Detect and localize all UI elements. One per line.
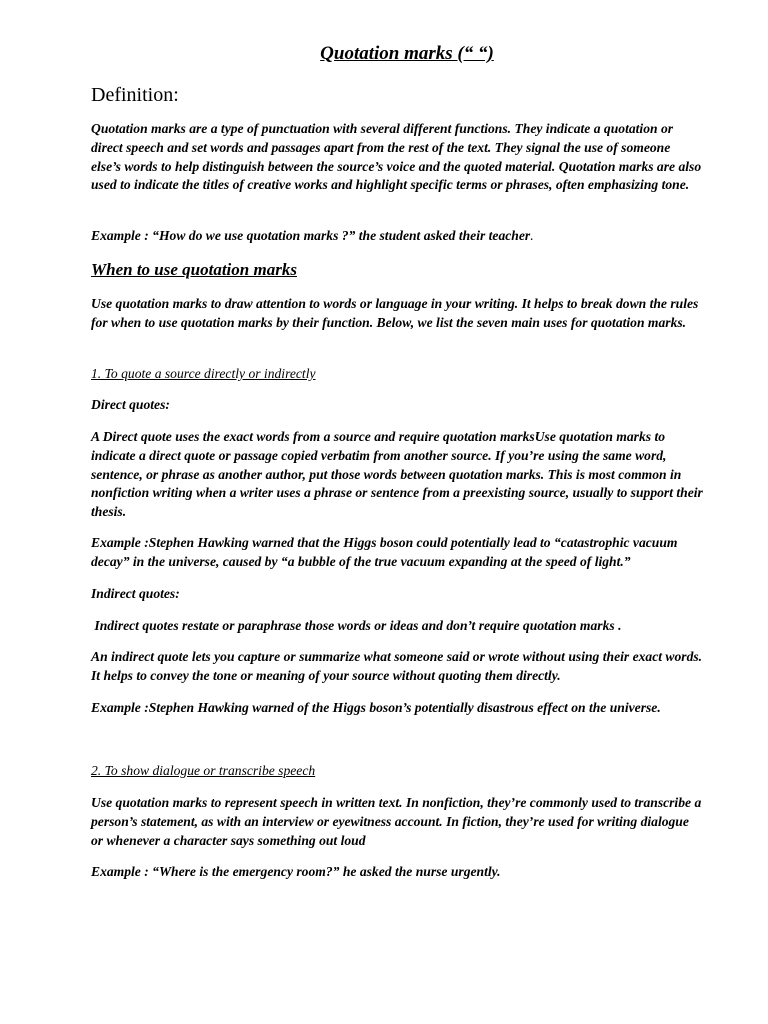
- when-to-use-paragraph: Use quotation marks to draw attention to words or language in your writing. It helps to break down the rules for when to use quotation marks by their function. Below, we list the seven main uses for quotation marks.: [91, 296, 699, 330]
- section-2-heading: 2. To show dialogue or transcribe speech: [91, 763, 316, 778]
- indirect-quotes-summary: Indirect quotes restate or paraphrase those words or ideas and don’t require quotation marks .: [91, 618, 622, 633]
- direct-quotes-paragraph: A Direct quote uses the exact words from a source and require quotation marksUse quotation marks to indicate a direct quote or passage copied verbatim from another source. If you’re using the same word, sentence, or phrase as another author, put those words between quotation marks. This is most common in nonfiction writing when a writer uses a phrase or sentence from a preexisting source, usually to support their thesis.: [91, 429, 703, 520]
- section-2-paragraph: Use quotation marks to represent speech in written text. In nonfiction, they’re commonly used to transcribe a person’s statement, as with an interview or eyewitness account. In fiction, they’re used for writing dialogue or whenever a character says something out loud: [91, 795, 702, 848]
- indirect-quotes-paragraph: An indirect quote lets you capture or summarize what someone said or wrote without using their exact words. It helps to convey the tone or meaning of your source without quoting them directly.: [91, 649, 703, 683]
- page-title: Quotation marks (“ “): [320, 43, 494, 64]
- definition-example-period: .: [530, 228, 534, 243]
- indirect-quotes-example: Example :Stephen Hawking warned of the Higgs boson’s potentially disastrous effect on the universe.: [91, 700, 661, 715]
- section-1-heading: 1. To quote a source directly or indirectly: [91, 366, 316, 381]
- definition-example-text: Example : “How do we use quotation marks ?” the student asked their teacher: [91, 228, 531, 243]
- definition-heading: Definition:: [91, 84, 179, 106]
- section-2-example: Example : “Where is the emergency room?” he asked the nurse urgently.: [91, 864, 501, 879]
- when-to-use-heading: When to use quotation marks: [91, 260, 297, 279]
- direct-quotes-example: Example :Stephen Hawking warned that the Higgs boson could potentially lead to “catastrophic vacuum decay” in the universe, caused by “a bubble of the true vacuum expanding at the speed of light.”: [91, 535, 678, 569]
- definition-example: [91, 227, 703, 246]
- definition-paragraph: Quotation marks are a type of punctuation with several different functions. They indicate a quotation or direct speech and set words and passages apart from the rest of the text. They signal the use of someone else’s words to help distinguish between the source’s voice and the quoted material. Quotation marks are also used to indicate the titles of creative works and highlight specific terms or phrases, often emphasizing tone.: [91, 121, 702, 193]
- indirect-quotes-label: Indirect quotes:: [91, 586, 180, 601]
- direct-quotes-label: Direct quotes:: [91, 397, 170, 412]
